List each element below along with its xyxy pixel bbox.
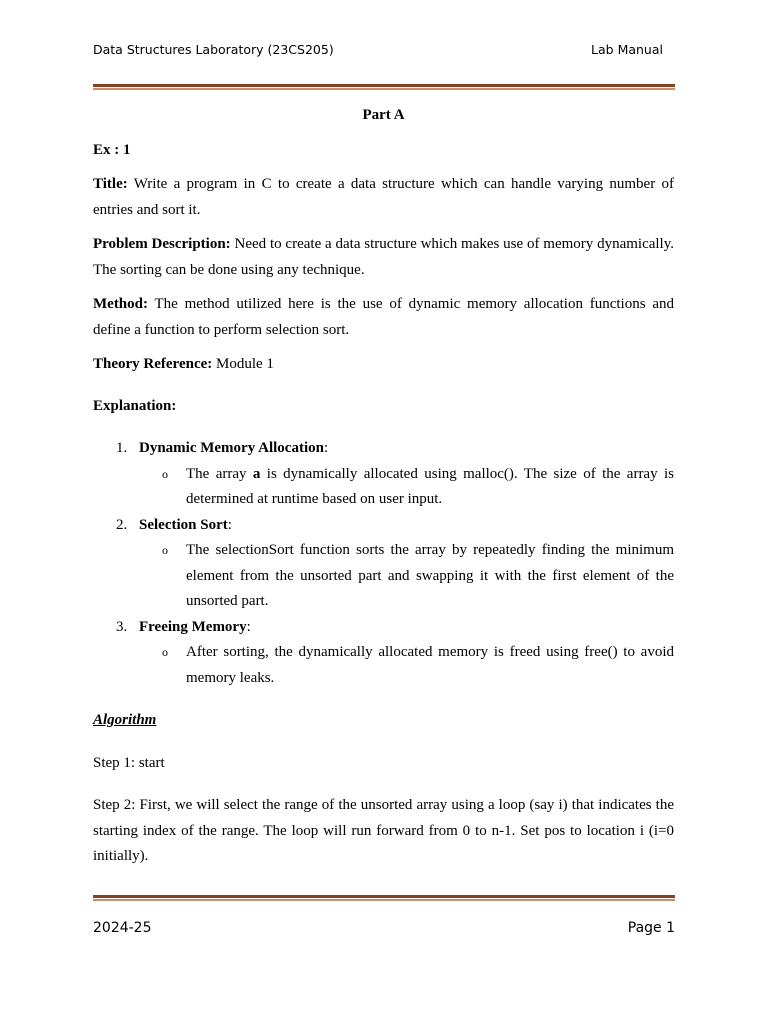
theory-paragraph bbox=[93, 352, 674, 378]
list-heading: Freeing Memory bbox=[139, 618, 247, 635]
list-bullet bbox=[93, 538, 674, 615]
exercise-number: Ex : 1 bbox=[93, 141, 131, 158]
list-number: 3. bbox=[116, 618, 128, 635]
list-bullet bbox=[93, 640, 674, 691]
page-footer bbox=[93, 920, 675, 938]
algorithm-heading: Algorithm bbox=[93, 712, 157, 728]
bullet-text: The array bbox=[186, 465, 253, 482]
header-rule bbox=[93, 84, 675, 90]
list-colon: : bbox=[323, 440, 329, 456]
title-paragraph bbox=[93, 172, 674, 223]
bullet-text: The selectionSort function sorts the array by repeatedly finding the minimum element from the unsorted part and swapping it with the first element of the unsorted part. bbox=[186, 542, 674, 609]
explanation-list bbox=[93, 436, 674, 691]
explanation-heading: Explanation: bbox=[93, 397, 177, 414]
bullet-bold-text: a bbox=[252, 465, 261, 482]
footer-year: 2024-25 bbox=[93, 920, 152, 936]
page-body bbox=[93, 103, 674, 870]
list-number: 2. bbox=[116, 516, 128, 533]
problem-paragraph bbox=[93, 232, 674, 283]
method-paragraph bbox=[93, 292, 674, 343]
problem-text: Need to create a data structure which makes use of memory dynamically. The sorting can be done using any technique. bbox=[93, 236, 674, 278]
part-title: Part A bbox=[362, 107, 405, 123]
bullet-text: is dynamically allocated using malloc(). The size of the array is determined at runtime based on user input. bbox=[186, 465, 674, 507]
theory-text: Module 1 bbox=[212, 356, 274, 372]
list-heading: Dynamic Memory Allocation bbox=[139, 440, 324, 456]
bullet-text: After sorting, the dynamically allocated memory is freed using free() to avoid memory leaks. bbox=[186, 644, 674, 686]
list-item bbox=[93, 436, 674, 462]
list-item bbox=[93, 615, 674, 641]
list-number: 1. bbox=[116, 440, 128, 456]
algorithm-step: Step 2: First, we will select the range of the unsorted array using a loop (say i) that indicates the starting index of the range. The loop will run forward from 0 to n-1. Set pos to location i (i=0 initially). bbox=[93, 797, 674, 864]
method-label: Method: bbox=[93, 296, 148, 312]
method-text: The method utilized here is the use of dynamic memory allocation functions and define a function to perform selection sort. bbox=[93, 296, 674, 338]
title-label: Title: bbox=[93, 176, 128, 192]
footer-rule bbox=[93, 895, 675, 901]
header-course-title: Data Structures Laboratory (23CS205) bbox=[93, 42, 334, 57]
title-text: Write a program in C to create a data structure which can handle varying number of entries and sort it. bbox=[93, 176, 674, 218]
list-colon: : bbox=[246, 618, 251, 635]
bullet-mark: o bbox=[162, 645, 168, 659]
problem-label: Problem Description: bbox=[93, 236, 231, 252]
page-number: Page 1 bbox=[627, 920, 675, 936]
theory-label: Theory Reference: bbox=[93, 356, 213, 372]
list-colon: : bbox=[227, 516, 232, 533]
list-heading: Selection Sort bbox=[139, 516, 228, 533]
bullet-mark: o bbox=[162, 466, 168, 481]
algorithm-step: Step 1: start bbox=[93, 754, 165, 771]
list-item bbox=[93, 513, 674, 539]
header-doc-type: Lab Manual bbox=[591, 42, 663, 57]
bullet-mark: o bbox=[162, 543, 168, 557]
list-bullet bbox=[93, 462, 674, 513]
page-header bbox=[93, 42, 663, 60]
